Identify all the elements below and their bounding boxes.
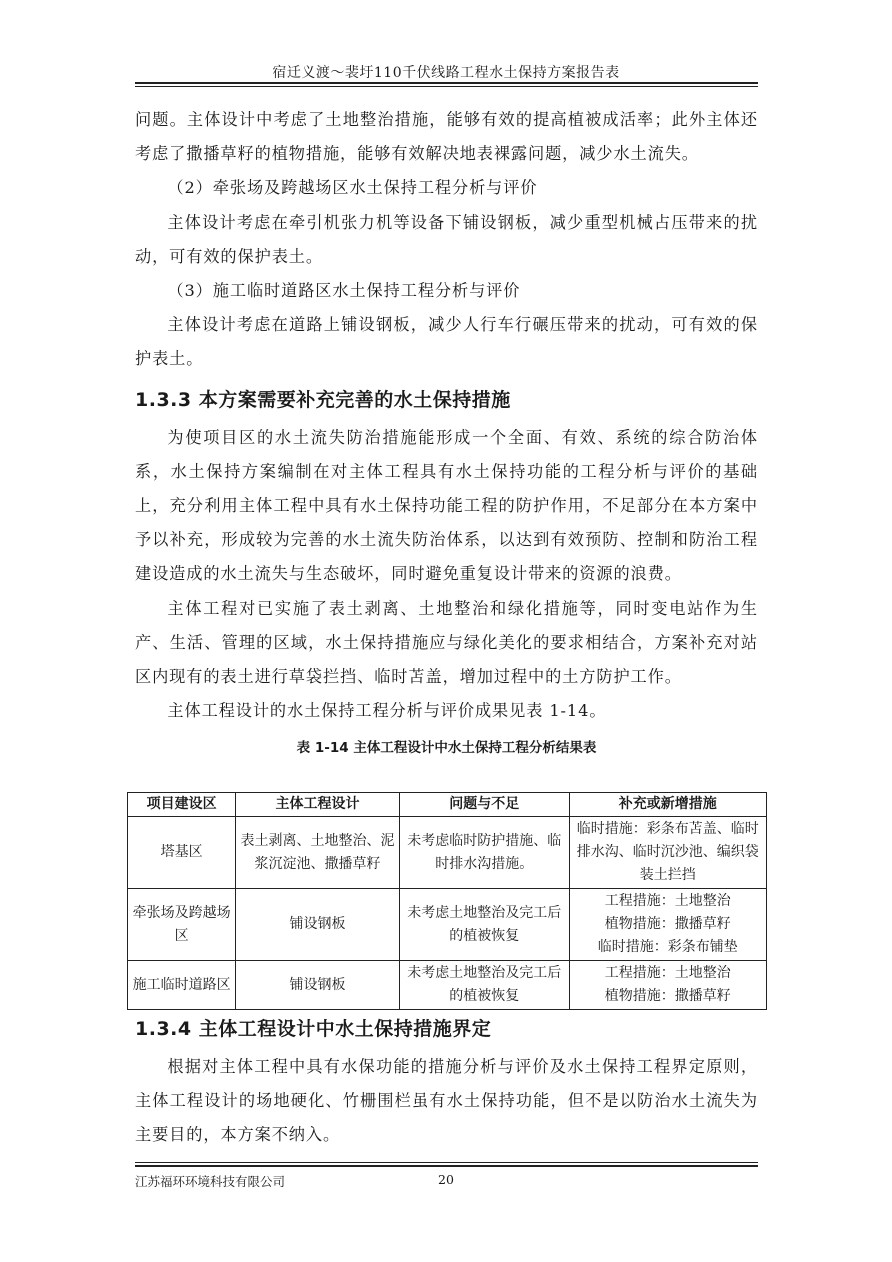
paragraph-6: 为使项目区的水土流失防治措施能形成一个全面、有效、系统的综合防治体系，水土保持方案编制在对主体工程具有水土保持功能的工程分析与评价的基础上，充分利用主体工程中具有水土保持功能工程的防护作用，不足部分在本方案中予以补充，形成较为完善的水土流失防治体系，以达到有效预防、控制和防治工程建设造成的水土流失与生态破坏，同时避免重复设计带来的资源的浪费。	[135, 427, 758, 584]
paragraph-7: 主体工程对已实施了表土剥离、土地整治和绿化措施等，同时变电站作为生产、生活、管理的区域，水土保持措施应与绿化美化的要求相结合，方案补充对站区内现有的表土进行草袋拦挡、临时苫盖，增加过程中的土方防护工作。	[135, 598, 758, 687]
table-row	[128, 889, 767, 961]
table-cell-measures	[569, 961, 766, 1010]
table-cell-design: 铺设钢板	[236, 889, 400, 961]
measure-line: 临时措施：彩条布苫盖、临时排水沟、临时沉沙池、编织袋装土拦挡	[576, 821, 759, 883]
table-cell-problem: 未考虑土地整治及完工后的植被恢复	[399, 961, 569, 1010]
table-cell-problem: 未考虑土地整治及完工后的植被恢复	[399, 889, 569, 961]
table-row	[128, 817, 767, 889]
measure-line: 植物措施：撒播草籽	[604, 988, 731, 1004]
table-header-cell: 补充或新增措施	[569, 793, 766, 817]
header-rule-thin	[135, 86, 758, 87]
table-header-cell: 项目建设区	[128, 793, 236, 817]
table-header-row	[128, 793, 767, 817]
paragraph-1: 问题。主体设计中考虑了土地整治措施，能够有效的提高植被成活率；此外主体还考虑了撒播草籽的植物措施，能够有效解决地表裸露问题，减少水土流失。	[135, 110, 758, 164]
page-header-title: 宿迁义渡～裴圩110千伏线路工程水土保持方案报告表	[272, 65, 620, 81]
table-header-cell: 主体工程设计	[236, 793, 400, 817]
header-rule-thick	[135, 82, 758, 84]
paragraph-4: （3）施工临时道路区水土保持工程分析与评价	[167, 281, 521, 301]
main-content	[135, 103, 758, 766]
paragraph-3: 主体设计考虑在牵引机张力机等设备下铺设钢板，减少重型机械占压带来的扰动，可有效的保护表土。	[135, 212, 758, 266]
table-row	[128, 961, 767, 1010]
table-cell-measures	[569, 817, 766, 889]
measure-line: 植物措施：撒播草籽	[604, 916, 731, 932]
paragraph-8: 主体工程设计的水土保持工程分析与评价成果见表 1-14。	[167, 701, 607, 721]
table-caption: 表 1-14 主体工程设计中水土保持工程分析结果表	[296, 740, 597, 757]
page-number: 20	[438, 1172, 454, 1187]
section-heading-1-3-4: 1.3.4 主体工程设计中水土保持措施界定	[135, 1018, 492, 1040]
paragraph-9: 根据对主体工程中具有水保功能的措施分析与评价及水土保持工程界定原则，主体工程设计的场地硬化、竹栅围栏虽有水土保持功能，但不是以防治水土流失为主要目的，本方案不纳入。	[135, 1057, 758, 1145]
table-cell-area: 施工临时道路区	[128, 961, 236, 1010]
analysis-table	[127, 792, 767, 1010]
measure-line: 临时措施：彩条布铺垫	[597, 939, 738, 955]
table-header-cell: 问题与不足	[399, 793, 569, 817]
measure-line: 工程措施：土地整治	[604, 893, 731, 909]
table-cell-area: 塔基区	[128, 817, 236, 889]
section-heading-1-3-3: 1.3.3 本方案需要补充完善的水土保持措施	[135, 388, 511, 411]
footer-rule-thin	[135, 1162, 758, 1163]
table-cell-design: 铺设钢板	[236, 961, 400, 1010]
table-cell-problem: 未考虑临时防护措施、临时排水沟措施。	[399, 817, 569, 889]
bottom-content	[135, 1012, 758, 1153]
footer-company: 江苏福环环境科技有限公司	[135, 1174, 286, 1189]
footer-rule-thick	[135, 1165, 758, 1167]
paragraph-2: （2）牵张场及跨越场区水土保持工程分析与评价	[167, 178, 538, 198]
table-cell-design: 表土剥离、土地整治、泥浆沉淀池、撒播草籽	[236, 817, 400, 889]
measure-line: 工程措施：土地整治	[604, 965, 731, 981]
table-cell-area: 牵张场及跨越场区	[128, 889, 236, 961]
table-cell-measures	[569, 889, 766, 961]
paragraph-5: 主体设计考虑在道路上铺设钢板，减少人行车行碾压带来的扰动，可有效的保护表土。	[135, 315, 758, 369]
